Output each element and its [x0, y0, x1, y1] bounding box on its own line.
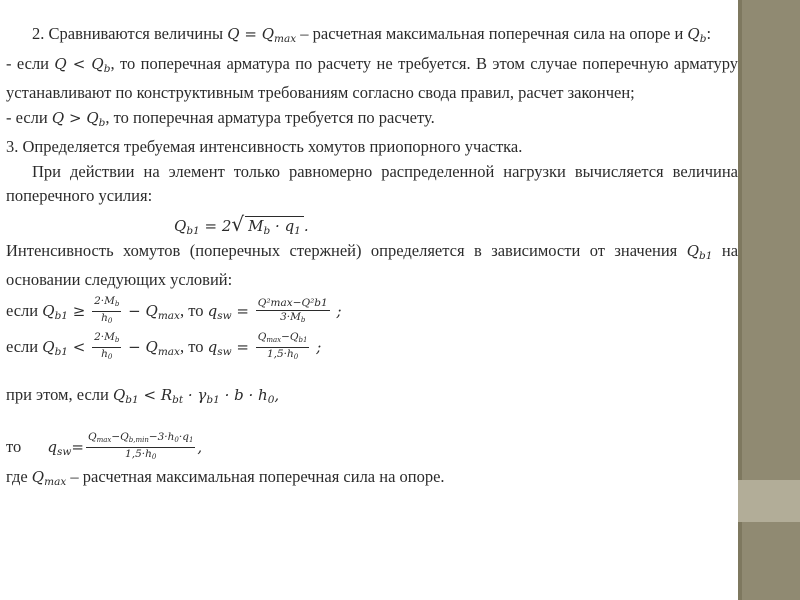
sub: b1 — [206, 393, 220, 406]
sub: 0 — [107, 353, 113, 361]
paragraph-case2 — [6, 106, 738, 136]
sub: b — [114, 300, 120, 308]
var: Q — [261, 25, 275, 43]
var: Q — [686, 241, 700, 260]
den: 1,5·h — [266, 348, 294, 360]
var: Q — [174, 216, 187, 235]
op: > — [68, 108, 82, 127]
sub: 1 — [294, 224, 301, 237]
var: · γ — [187, 385, 207, 404]
fraction — [92, 296, 121, 327]
var: Q — [91, 54, 104, 73]
op: − — [128, 337, 141, 356]
op: = — [204, 216, 218, 235]
coef: 2 — [221, 216, 232, 235]
condition-2 — [6, 329, 738, 365]
text: При действии на элемент только равномерно распределенной нагрузки вычисляется величина поперечного усилия: — [6, 161, 738, 205]
text: , то поперечная арматура требуется по расчету. — [105, 107, 435, 127]
op: < — [72, 54, 86, 73]
text: 3. Определяется требуемая интенсивность хомутов приопорного участка. — [6, 137, 523, 156]
sub: max — [96, 436, 112, 444]
text: – расчетная максимальная поперечная сила на опоре и — [300, 24, 684, 43]
formula-q-eq-qmax — [227, 25, 296, 43]
formula-q-gt-qb — [52, 109, 106, 127]
op: = — [71, 437, 84, 456]
formula-qsw2 — [207, 331, 322, 361]
var: q — [207, 301, 218, 320]
punct: ; — [336, 301, 342, 320]
sub: sw — [217, 345, 232, 358]
paragraph-final — [6, 465, 738, 491]
text: то — [6, 436, 22, 456]
var: · q — [275, 216, 295, 235]
punct: , — [197, 437, 203, 456]
sub: 0 — [293, 353, 299, 361]
condition-4 — [6, 429, 738, 465]
var: M — [248, 216, 264, 235]
num: 2·M — [94, 295, 115, 307]
sub: b1 — [54, 309, 68, 322]
sub: b — [103, 62, 111, 75]
den: h — [101, 348, 108, 360]
document-body — [6, 22, 738, 491]
paragraph-item2 — [6, 22, 738, 52]
sub: 0 — [107, 317, 113, 325]
sub: b1 — [125, 393, 139, 406]
text: , то поперечная арматура по расчету не требуется. В этом случае поперечную арматуру устанавливают по конструктивным требованиям согласно свода правил, расчет закончен; — [6, 53, 738, 102]
punct: . — [303, 216, 309, 235]
slide-sidebar-tab — [738, 480, 800, 522]
op: = — [236, 301, 249, 320]
formula-q-lt-qb — [54, 55, 110, 73]
formula-qb — [687, 25, 706, 43]
num: 2·M — [94, 331, 115, 343]
sub: b1 — [186, 224, 200, 237]
text: 2. Сравниваются величины — [32, 24, 224, 43]
sub: b — [263, 224, 271, 237]
den: 1,5·h — [125, 448, 152, 460]
sub: max — [44, 475, 67, 488]
paragraph-case1 — [6, 52, 738, 106]
formula-qb1-inline — [687, 242, 713, 260]
text: где — [6, 466, 28, 486]
num: Q²max−Q²b1 — [257, 296, 328, 309]
punct: ; — [316, 337, 322, 356]
var: Q — [31, 467, 45, 486]
sub: sw — [56, 445, 72, 458]
var: q — [207, 337, 218, 356]
condition-1 — [6, 293, 738, 329]
var: Q — [145, 337, 158, 356]
text: , то — [179, 300, 204, 320]
text: на основании следующих условий: — [6, 240, 739, 289]
num: Q — [257, 331, 267, 343]
op: ≥ — [72, 301, 86, 320]
sub: b1 — [298, 336, 308, 344]
sub: max — [157, 309, 180, 322]
sqrt-icon: √ — [231, 211, 245, 236]
var: Q — [86, 108, 99, 127]
text: при этом, если — [6, 384, 109, 404]
sub: b — [98, 116, 106, 129]
op: = — [244, 25, 257, 43]
var: Q — [54, 54, 67, 73]
sub: max — [157, 345, 180, 358]
sub: b — [114, 336, 120, 344]
formula-cond3 — [113, 386, 279, 404]
den: h — [101, 312, 108, 324]
text: Интенсивность хомутов (поперечных стержней) определяется в зависимости от значения — [6, 240, 678, 260]
var: Q — [687, 25, 700, 43]
num: Q — [87, 431, 97, 443]
op: < — [72, 337, 86, 356]
var: Q — [112, 385, 126, 404]
text: если — [6, 336, 39, 356]
var: · b · h — [224, 385, 268, 404]
paragraph-item3 — [6, 135, 738, 160]
fraction — [256, 332, 310, 363]
op: − — [128, 301, 141, 320]
sub: max — [274, 33, 297, 45]
sub: max — [266, 336, 282, 344]
formula-qb1 — [174, 209, 738, 239]
text: если — [6, 300, 39, 320]
text: - если — [6, 107, 48, 127]
sub: sw — [217, 309, 232, 322]
var: Q — [51, 108, 65, 127]
condition-3 — [6, 383, 738, 409]
op: < — [143, 385, 157, 404]
sub: b1 — [54, 345, 68, 358]
fraction — [92, 332, 121, 363]
text: – расчетная максимальная поперечная сила на опоре. — [70, 466, 445, 486]
var: R — [160, 385, 173, 404]
var: Q — [42, 301, 55, 320]
op: = — [236, 337, 249, 356]
paragraph-load — [6, 160, 738, 209]
var: Q — [145, 301, 158, 320]
sub: 0 — [267, 393, 275, 406]
radicand — [245, 216, 304, 240]
var: Q — [42, 337, 55, 356]
fraction — [256, 298, 330, 326]
formula-qmax — [32, 468, 66, 486]
formula-qsw1 — [207, 296, 342, 324]
punct: , — [274, 385, 280, 404]
sub: b — [699, 33, 707, 45]
formula-qsw3 — [47, 431, 203, 461]
op: − — [281, 331, 290, 343]
var: Q — [227, 25, 240, 43]
fraction: $\frac{Qmax-Qb,\min-3\cdot h0\cdot q1}{1,5\cdot h0}$ — [87, 431, 194, 461]
sub: bt — [172, 393, 184, 406]
sub: 0 — [151, 453, 157, 461]
text: - если — [6, 53, 50, 73]
sub: b1 — [699, 249, 713, 262]
sub: b — [300, 315, 306, 324]
text: , то — [179, 336, 204, 356]
den: 3·M — [280, 310, 301, 323]
punct: : — [706, 24, 712, 43]
num: Q — [289, 331, 299, 343]
paragraph-intensity — [6, 239, 738, 293]
var: q — [47, 437, 57, 456]
